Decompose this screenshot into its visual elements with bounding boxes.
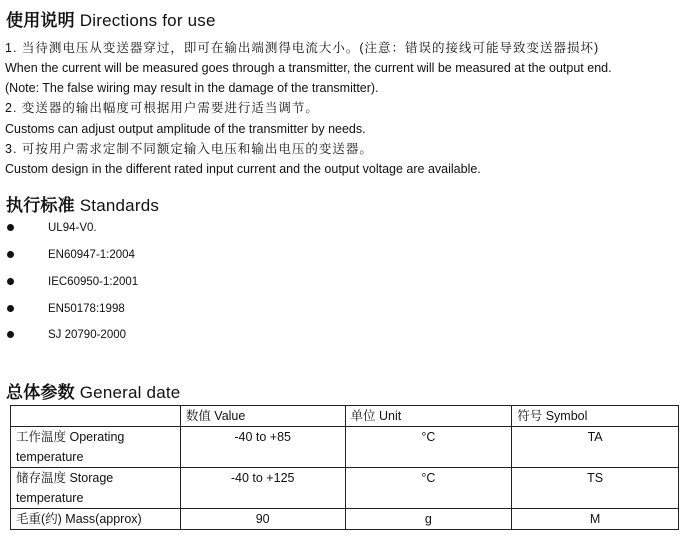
standard-item-label: EN50178:1998 xyxy=(48,303,125,315)
standard-item xyxy=(0,246,300,264)
table-header-row xyxy=(11,406,679,427)
general-parameters-table xyxy=(10,405,679,530)
standards-title xyxy=(6,191,159,216)
directions-line-5: Customs can adjust output amplitude of the transmitter by needs. xyxy=(5,122,366,136)
value-cell: 90 xyxy=(180,509,345,530)
unit-cell: °C xyxy=(345,468,512,509)
standard-item xyxy=(0,326,300,344)
bullet-icon xyxy=(7,278,14,285)
standards-title-cn: 执行标准 xyxy=(6,196,75,215)
standard-item xyxy=(0,300,300,318)
param-name: 工作温度 Operating xyxy=(16,430,125,444)
param-name-cont: temperature xyxy=(16,491,84,505)
bullet-icon xyxy=(7,305,14,312)
standard-item-label: SJ 20790-2000 xyxy=(48,329,127,341)
standard-item-label: UL94-V0. xyxy=(48,222,97,234)
symbol-cell: TS xyxy=(512,468,679,509)
directions-title-cn: 使用说明 xyxy=(6,11,75,30)
general-title xyxy=(6,378,180,403)
value-cell: -40 to +125 xyxy=(180,468,345,509)
symbol-cell: M xyxy=(512,509,679,530)
directions-title xyxy=(6,6,216,31)
directions-line-3: (Note: The false wiring may result in the damage of the transmitter). xyxy=(5,81,379,95)
table-row xyxy=(11,468,679,509)
header-cell-symbol: 符号 Symbol xyxy=(512,406,679,427)
standards-title-en: Standards xyxy=(79,196,160,215)
standard-item xyxy=(0,273,300,291)
header-cell-unit: 单位 Unit xyxy=(345,406,512,427)
header-cell-value: 数值 Value xyxy=(180,406,345,427)
standard-item-label: EN60947-1:2004 xyxy=(48,249,135,261)
param-name: 储存温度 Storage xyxy=(16,471,114,485)
standard-item xyxy=(0,219,300,237)
bullet-icon xyxy=(7,331,14,338)
directions-line-7: Custom design in the different rated input current and the output voltage are available. xyxy=(5,162,481,176)
directions-line-4: 2. 变送器的输出幅度可根据用户需要进行适当调节。 xyxy=(5,101,319,115)
directions-line-6: 3. 可按用户需求定制不同额定输入电压和输出电压的变送器。 xyxy=(5,142,373,156)
table-row xyxy=(11,427,679,468)
value-cell: -40 to +85 xyxy=(180,427,345,468)
symbol-cell: TA xyxy=(512,427,679,468)
table-row xyxy=(11,509,679,530)
general-title-cn: 总体参数 xyxy=(6,383,75,402)
bullet-icon xyxy=(7,251,14,258)
bullet-icon xyxy=(7,224,14,231)
directions-line-1: 1. 当待测电压从变送器穿过，即可在输出端测得电流大小。(注意：错误的接线可能导致变送器损坏) xyxy=(5,41,600,55)
unit-cell: °C xyxy=(345,427,512,468)
directions-title-en: Directions for use xyxy=(79,11,216,30)
param-cell: 毛重(约) Mass(approx) xyxy=(11,509,181,530)
header-cell-parameter xyxy=(11,406,181,427)
param-cell xyxy=(11,468,181,509)
unit-cell: g xyxy=(345,509,512,530)
general-title-en: General date xyxy=(79,383,181,402)
param-cell xyxy=(11,427,181,468)
param-name-cont: temperature xyxy=(16,450,84,464)
standard-item-label: IEC60950-1:2001 xyxy=(48,276,139,288)
directions-line-2: When the current will be measured goes through a transmitter, the current will be measured at the output end. xyxy=(5,61,612,75)
